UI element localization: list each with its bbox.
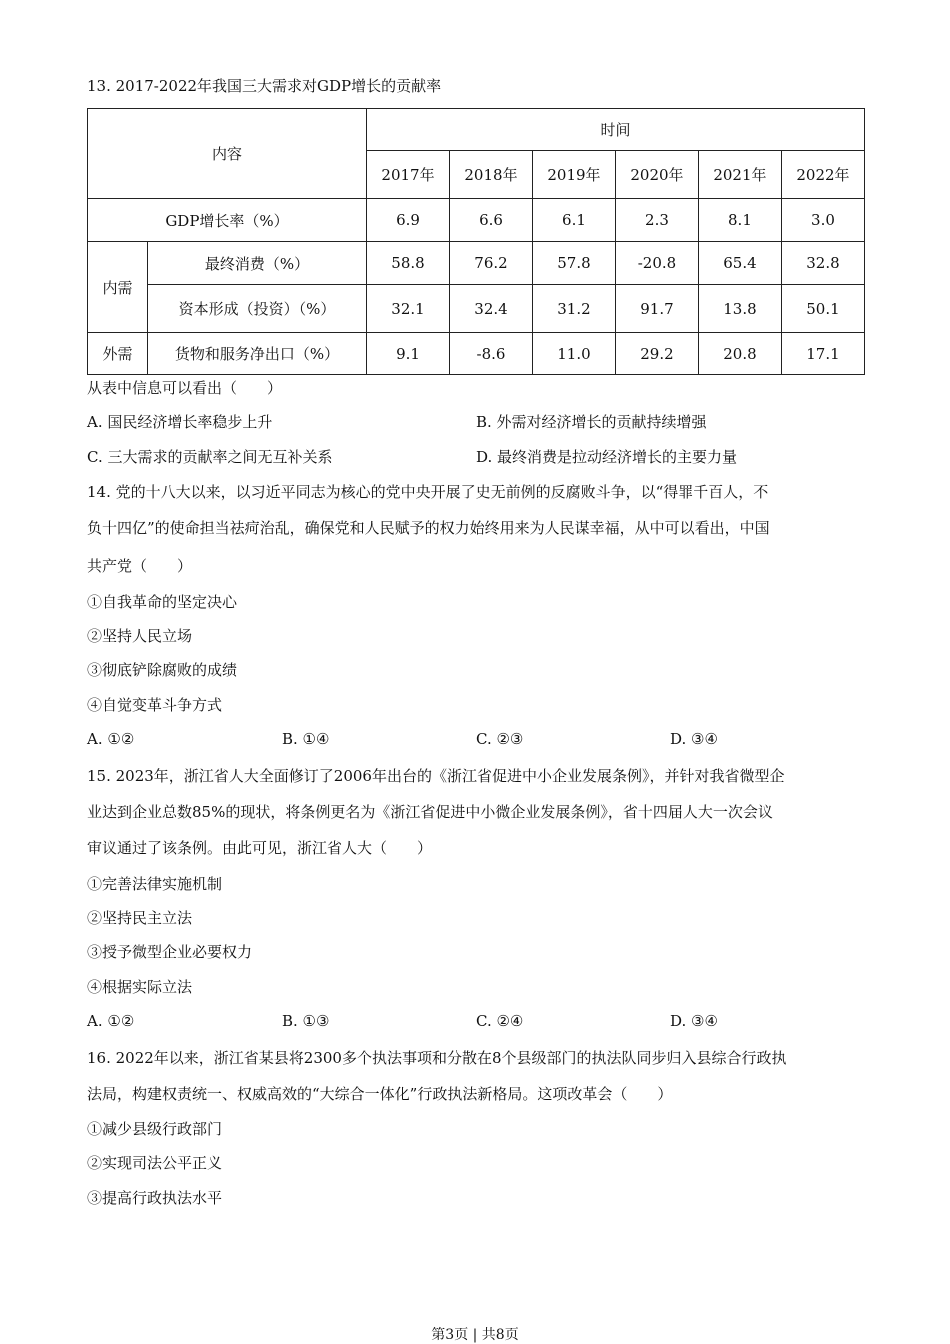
gdp-cell: 8.1: [698, 199, 781, 242]
year-cell: 2017年: [367, 151, 450, 199]
consumption-cell: -20.8: [615, 242, 698, 285]
gdp-cell: 6.6: [450, 199, 533, 242]
q15-line: 15. 2023年，浙江省人大全面修订了2006年出台的《浙江省促进中小企业发展条例》，并针对我省微型企: [87, 767, 785, 785]
gdp-cell: 3.0: [781, 199, 864, 242]
q13-option-d[interactable]: D. 最终消费是拉动经济增长的主要力量: [476, 448, 738, 466]
q15-option-d[interactable]: D. ③④: [670, 1012, 718, 1030]
q15-item: ①完善法律实施机制: [87, 875, 223, 893]
q13-option-c[interactable]: C. 三大需求的贡献率之间无互补关系: [87, 448, 333, 466]
gdp-label: GDP增长率（%）: [88, 199, 367, 242]
q15-line: 业达到企业总数85%的现状，将条例更名为《浙江省促进中小微企业发展条例》，省十四届人大一次会议: [87, 803, 773, 821]
external-label: 外需: [88, 333, 148, 375]
q15-line: 审议通过了该条例。由此可见，浙江省人大（ ）: [87, 839, 433, 857]
q14-option-d[interactable]: D. ③④: [670, 730, 718, 748]
consumption-label: 最终消费（%）: [148, 242, 367, 285]
gdp-cell: 2.3: [615, 199, 698, 242]
q14-item: ③彻底铲除腐败的成绩: [87, 661, 238, 679]
q13-stem: 从表中信息可以看出（ ）: [87, 379, 283, 397]
investment-cell: 32.4: [450, 285, 533, 333]
investment-cell: 32.1: [367, 285, 450, 333]
q15-option-b[interactable]: B. ①③: [282, 1012, 330, 1030]
domestic-label: 内需: [88, 242, 148, 333]
export-cell: 11.0: [532, 333, 615, 375]
year-cell: 2019年: [532, 151, 615, 199]
year-cell: 2021年: [698, 151, 781, 199]
q14-option-c[interactable]: C. ②③: [476, 730, 524, 748]
q15-item: ②坚持民主立法: [87, 909, 193, 927]
consumption-cell: 58.8: [367, 242, 450, 285]
export-cell: 29.2: [615, 333, 698, 375]
q14-item: ②坚持人民立场: [87, 627, 193, 645]
q16-item: ③提高行政执法水平: [87, 1189, 223, 1207]
gdp-cell: 6.9: [367, 199, 450, 242]
q13-option-b[interactable]: B. 外需对经济增长的贡献持续增强: [476, 413, 707, 431]
consumption-cell: 76.2: [450, 242, 533, 285]
q14-item: ④自觉变革斗争方式: [87, 696, 223, 714]
year-cell: 2022年: [781, 151, 864, 199]
consumption-cell: 57.8: [532, 242, 615, 285]
q14-line: 14. 党的十八大以来，以习近平同志为核心的党中央开展了史无前例的反腐败斗争，以“得罪千百人，不: [87, 483, 769, 501]
q16-item: ②实现司法公平正义: [87, 1154, 223, 1172]
q16-line: 法局，构建权责统一、权威高效的“大综合一体化”行政执法新格局。这项改革会（ ）: [87, 1085, 673, 1103]
export-cell: 17.1: [781, 333, 864, 375]
q16-item: ①减少县级行政部门: [87, 1120, 223, 1138]
year-cell: 2020年: [615, 151, 698, 199]
export-cell: 9.1: [367, 333, 450, 375]
q14-item: ①自我革命的坚定决心: [87, 593, 238, 611]
investment-cell: 13.8: [698, 285, 781, 333]
q14-option-a[interactable]: A. ①②: [87, 730, 135, 748]
page-footer: 第3页 | 共8页: [431, 1327, 519, 1343]
export-cell: 20.8: [698, 333, 781, 375]
q13-option-a[interactable]: A. 国民经济增长率稳步上升: [87, 413, 273, 431]
consumption-cell: 32.8: [781, 242, 864, 285]
header-time: 时间: [367, 109, 865, 151]
q15-option-c[interactable]: C. ②④: [476, 1012, 524, 1030]
q14-option-b[interactable]: B. ①④: [282, 730, 330, 748]
year-cell: 2018年: [450, 151, 533, 199]
investment-cell: 50.1: [781, 285, 864, 333]
consumption-cell: 65.4: [698, 242, 781, 285]
q16-line: 16. 2022年以来，浙江省某县将2300多个执法事项和分散在8个县级部门的执法队同步归入县综合行政执: [87, 1049, 787, 1067]
q15-option-a[interactable]: A. ①②: [87, 1012, 135, 1030]
q15-item: ③授予微型企业必要权力: [87, 943, 253, 961]
export-cell: -8.6: [450, 333, 533, 375]
q13-title: 13. 2017-2022年我国三大需求对GDP增长的贡献率: [87, 77, 442, 95]
gdp-cell: 6.1: [532, 199, 615, 242]
investment-cell: 91.7: [615, 285, 698, 333]
q14-line: 共产党（ ）: [87, 557, 193, 575]
q15-item: ④根据实际立法: [87, 978, 193, 996]
investment-cell: 31.2: [532, 285, 615, 333]
q14-line: 负十四亿”的使命担当祛疴治乱，确保党和人民赋予的权力始终用来为人民谋幸福，从中可以看出，中国: [87, 519, 770, 537]
investment-label: 资本形成（投资）（%）: [148, 285, 367, 333]
gdp-contribution-table: [87, 108, 865, 375]
header-content: 内容: [88, 109, 367, 199]
export-label: 货物和服务净出口（%）: [148, 333, 367, 375]
